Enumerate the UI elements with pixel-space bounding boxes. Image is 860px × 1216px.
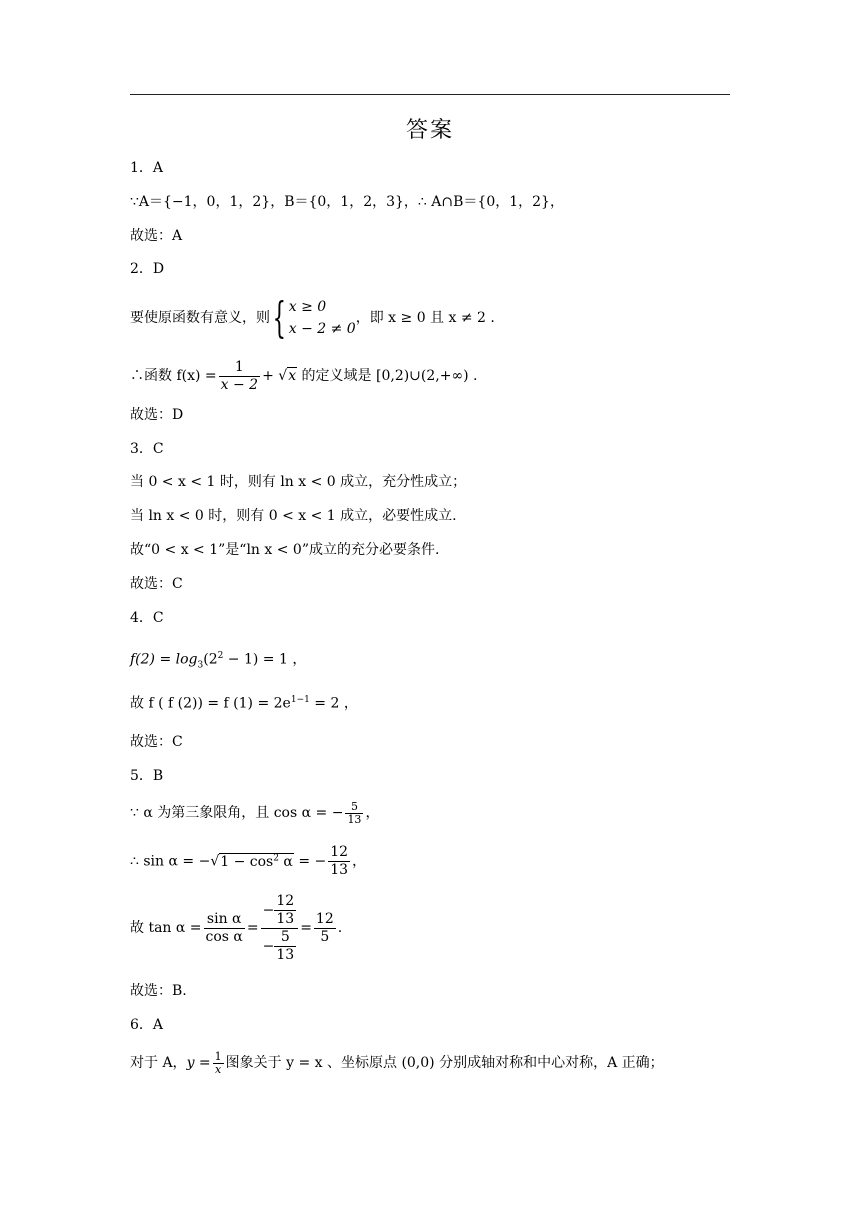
q5-line3-result <box>314 911 336 946</box>
q4-line1-sub: 3 <box>197 660 204 671</box>
q5-line1-suffix: ， <box>365 805 380 821</box>
q4-line2-sup: 1−1 <box>290 695 310 705</box>
q5-line3-bignum-num: 12 <box>276 892 295 909</box>
q5-line3-eq: = <box>246 920 259 936</box>
q5-line3-bigden-sign: − <box>262 938 275 954</box>
q5-line1-num: 5 <box>345 801 363 814</box>
q6-line1-num: 1 <box>214 1049 222 1063</box>
q5-line2-sqrt <box>219 853 294 870</box>
q2-plus: + <box>262 368 274 384</box>
q6-line1-den: x <box>215 1062 222 1076</box>
q6-line1-frac <box>213 1051 224 1076</box>
q5-line2-sqrt-sup: 2 <box>273 853 279 863</box>
q2-chosen: 故选：D <box>130 407 184 423</box>
q5-line3-res-num: 12 <box>315 910 334 927</box>
q3-line3: 故“0 < x < 1”是“ln x < 0”成立的充分必要条件. <box>130 542 440 558</box>
q4-line2-a: 故 f ( f (2)) = f (1) = 2e <box>130 695 291 712</box>
q5-line3-bigden-num: 5 <box>274 929 296 947</box>
q2-frac-den: x − 2 <box>220 376 259 393</box>
q5-line3-bignum-frac <box>274 893 296 928</box>
q4-line1-sup: 2 <box>217 651 224 661</box>
q5-line3-suffix: . <box>337 920 343 936</box>
q5-line3-eq2: = <box>300 920 312 936</box>
q5-line2-prefix: ∴ sin α = − <box>130 853 211 870</box>
q5-line2-den: 13 <box>330 862 349 879</box>
q2-sqrt-arg: x <box>288 368 297 384</box>
q2-cond1: x ≥ 0 <box>288 299 327 315</box>
q4-line2-b: = 2 ， <box>309 695 358 712</box>
q2-line2-prefix: ∴函数 f(x) = <box>130 368 217 384</box>
q1-line1: ∵A＝{−1，0，1，2}，B＝{0，1，2，3}，∴ A∩B＝{0，1，2}， <box>130 194 564 210</box>
q5-line2-sqrt-b: α <box>278 853 293 870</box>
q5-line1-prefix: ∵ α 为第三象限角，且 cos α = − <box>130 805 344 821</box>
q6-line1 <box>130 1046 664 1080</box>
q6-answer: 6．A <box>130 1017 164 1033</box>
q1-chosen: 故选：A <box>130 228 183 244</box>
q5-line2-eq: = − <box>293 853 327 870</box>
q5-line3-frac1 <box>204 911 245 946</box>
q2-line1-suffix: ，即 x ≥ 0 且 x ≠ 2 . <box>355 310 495 326</box>
q5-line3-bignum-den: 13 <box>276 910 295 927</box>
q5-line1 <box>130 796 379 830</box>
q5-line3-bigden-den: 13 <box>276 946 295 963</box>
q4-answer: 4．C <box>130 610 164 626</box>
q4-line1-a: f(2) = log <box>130 651 198 668</box>
brace-glyph: { <box>272 293 287 342</box>
q2-condition-system <box>289 296 356 340</box>
header-rule <box>130 94 730 95</box>
q5-line3-res-den: 5 <box>320 928 330 945</box>
q2-answer: 2．D <box>130 261 165 277</box>
q5-line2-sqrt-a: 1 − cos <box>220 853 274 870</box>
q3-answer: 3．C <box>130 441 164 457</box>
q2-fraction <box>219 359 260 394</box>
q6-line1-y: y = <box>186 1055 211 1071</box>
q2-cond2: x − 2 ≠ 0 <box>288 321 356 337</box>
q5-line3-bigden <box>261 929 299 964</box>
q5-answer: 5．B <box>130 768 164 784</box>
q3-chosen: 故选：C <box>130 576 183 592</box>
q5-line3-bignum <box>261 893 299 929</box>
q5-line3 <box>130 888 342 968</box>
q2-line2-suffix: 的定义域是 [0,2)∪(2,+∞) . <box>301 368 478 384</box>
q1-answer: 1．A <box>130 160 164 176</box>
q4-line1-c: − 1) = 1 ， <box>223 651 307 668</box>
q5-line3-prefix: 故 tan α = <box>130 920 202 936</box>
q2-line2: ∴函数 f(x) = $\frac{1}{x - 2}$ + √x 的定义域是 [0,2)∪(2,+∞) . <box>130 358 478 393</box>
page-title: 答案 <box>405 118 454 143</box>
q5-line2-suffix: ， <box>352 853 367 870</box>
q5-line1-den: 13 <box>347 812 362 826</box>
q5-line2-num: 12 <box>330 844 349 861</box>
q5-line3-bignum-sign: − <box>262 902 275 918</box>
q5-line2: ∴ $\sin \alpha = -√1 - \cos^2 \alpha$ = − $\frac{12}{13}$ ， <box>130 844 367 879</box>
q3-line1: 当 0 < x < 1 时，则有 ln x < 0 成立，充分性成立； <box>130 474 467 490</box>
q6-line1-mid: 图象关于 y = x 、坐标原点 (0,0) 分别成轴对称和中心对称，A 正确； <box>225 1055 664 1071</box>
q5-line3-bigden-frac <box>274 929 296 964</box>
q3-line2: 当 ln x < 0 时，则有 0 < x < 1 成立，必要性成立. <box>130 508 457 524</box>
q6-line1-prefix: 对于 A， <box>130 1055 187 1071</box>
q5-line3-f1-num: sin α <box>204 911 245 929</box>
q5-chosen: 故选：B. <box>130 983 187 999</box>
q4-line1 <box>130 646 306 675</box>
q4-line1-b: (2 <box>203 651 218 668</box>
q5-line3-f1-den: cos α <box>205 928 243 945</box>
q4-chosen: 故选：C <box>130 734 183 750</box>
q2-line1 <box>130 293 495 342</box>
q5-line2-frac <box>328 844 350 879</box>
q5-line1-frac <box>345 801 363 826</box>
q2-frac-num: 1 <box>219 359 260 377</box>
q2-line1-prefix: 要使原函数有意义，则 <box>130 310 270 326</box>
q5-line3-bigfrac <box>261 893 299 964</box>
q4-line2 <box>130 690 358 714</box>
